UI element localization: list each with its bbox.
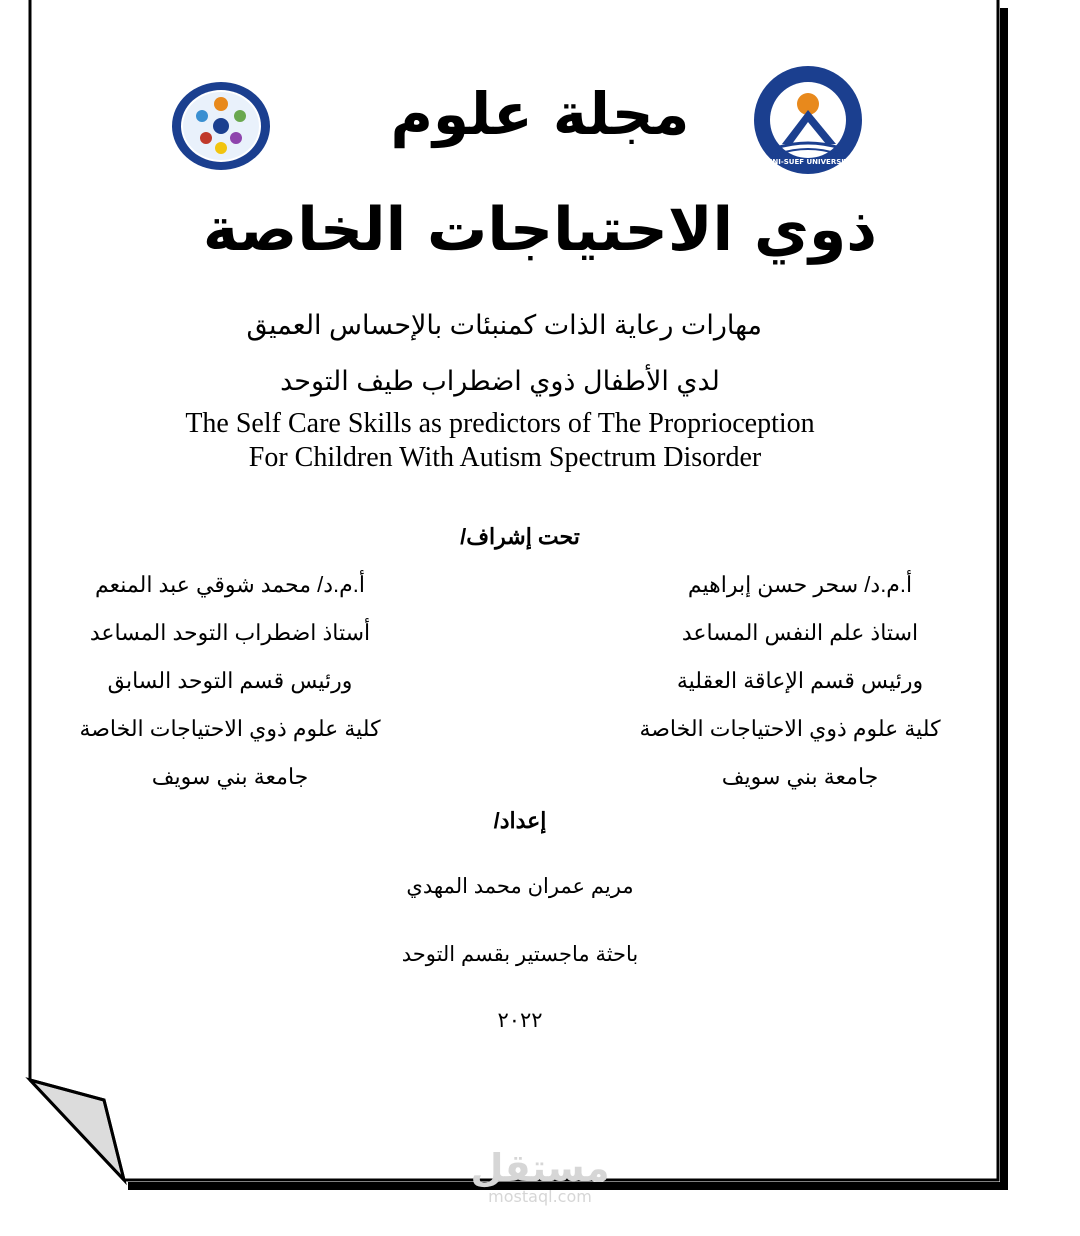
prepared-heading: إعداد/ [493, 808, 547, 833]
author-name: مريم عمران محمد المهدي [406, 875, 634, 898]
paper-title-ar-line2: لدي الأطفال ذوي اضطراب طيف التوحد [280, 366, 720, 396]
paper-title-ar-line1: مهارات رعاية الذات كمنبئات بالإحساس العميق [246, 310, 762, 340]
supervisor-left-faculty: كلية علوم ذوي الاحتياجات الخاصة [79, 716, 381, 741]
supervisor-right-position: ورئيس قسم الإعاقة العقلية [676, 668, 924, 693]
mostaql-watermark [460, 1148, 620, 1206]
supervisor-left-title: أستاذ اضطراب التوحد المساعد [89, 620, 371, 645]
journal-title-line2: ذوي الاحتياجات الخاصة [202, 195, 878, 265]
watermark-latin: mostaql.com [488, 1187, 592, 1206]
supervisor-left-university: جامعة بني سويف [151, 764, 309, 789]
supervisor-right-title: استاذ علم النفس المساعد [681, 620, 919, 645]
supervisor-left-position: ورئيس قسم التوحد السابق [107, 668, 353, 693]
supervisor-right-name: أ.م.د/ سحر حسن إبراهيم [687, 572, 913, 597]
paper-title-en-line1: The Self Care Skills as predictors of The Proprioception [185, 408, 815, 439]
university-logo-text: BENI-SUEF UNIVERSITY [762, 158, 854, 166]
author-role: باحثة ماجستير بقسم التوحد [401, 943, 639, 966]
supervisor-right-university: جامعة بني سويف [721, 764, 879, 789]
supervision-heading: تحت إشراف/ [460, 524, 580, 549]
supervisor-right-faculty: كلية علوم ذوي الاحتياجات الخاصة [639, 716, 941, 741]
journal-title-line1: مجلة علوم [390, 80, 690, 148]
paper-title-en-line2: For Children With Autism Spectrum Disorder [248, 442, 762, 473]
year: ٢٠٢٢ [497, 1009, 543, 1032]
supervisor-left-name: أ.م.د/ محمد شوقي عبد المنعم [95, 572, 365, 597]
watermark-arabic: مستقل [470, 1146, 610, 1190]
